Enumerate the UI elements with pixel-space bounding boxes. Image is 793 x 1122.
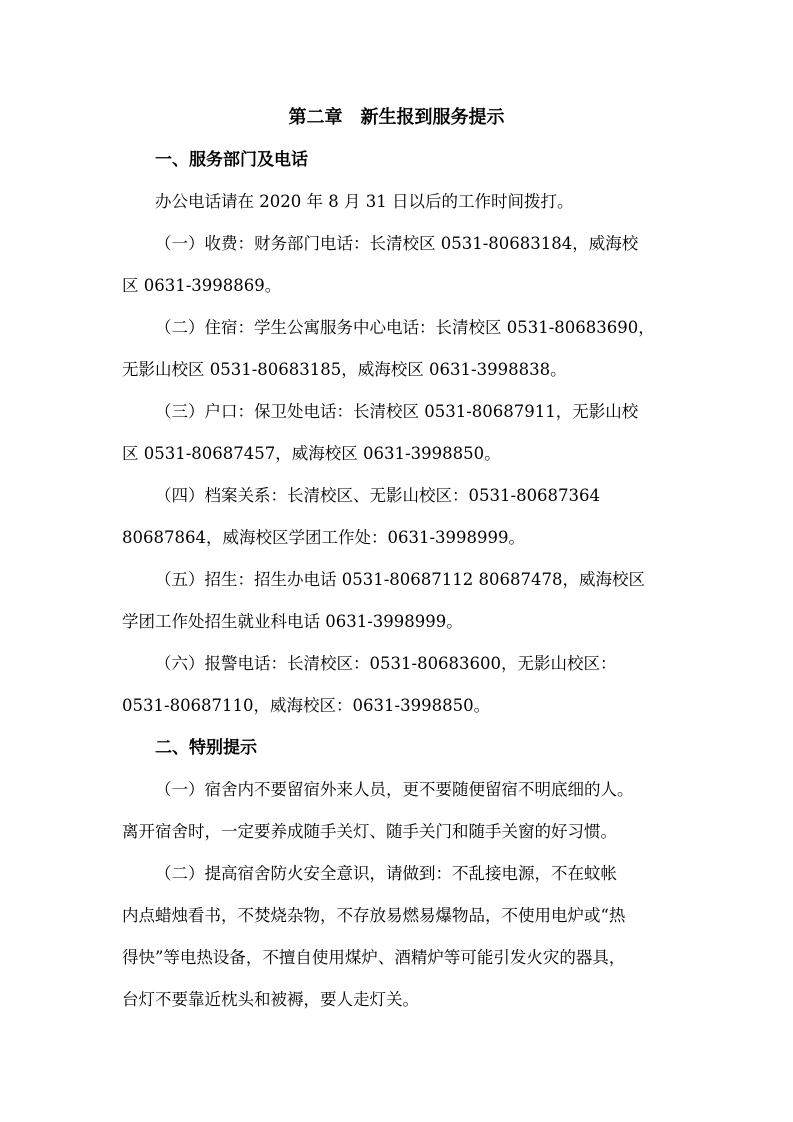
item-household-registration-line-1: （三）户口：保卫处电话：长清校区 0531-80687911，无影山校	[155, 402, 639, 421]
office-hours-note: 办公电话请在 2020 年 8 月 31 日以后的工作时间拨打。	[155, 192, 574, 211]
item-fees-line-1: （一）收费：财务部门电话：长清校区 0531-80683184，威海校	[155, 234, 639, 253]
page-title: 第二章 新生报到服务提示	[288, 107, 505, 128]
item-archives-line-1: （四）档案关系：长清校区、无影山校区：0531-80687364	[155, 486, 601, 505]
item-emergency-line-1: （六）报警电话：长清校区：0531-80683600，无影山校区：	[155, 654, 617, 673]
note-fire-safety-line-3: 得快”等电热设备，不擅自使用煤炉、酒精炉等可能引发火灾的器具，	[122, 948, 626, 967]
item-housing-line-1: （二）住宿：学生公寓服务中心电话：长清校区 0531-80683690，	[155, 318, 655, 337]
item-admissions-line-2: 学团工作处招生就业科电话 0631-3998999。	[122, 612, 463, 631]
note-dorm-guests-line-1: （一）宿舍内不要留宿外来人员，更不要随便留宿不明底细的人。	[155, 780, 634, 799]
item-emergency-line-2: 0531-80687110，威海校区：0631-3998850。	[122, 696, 491, 715]
section-heading-service-contacts: 一、服务部门及电话	[155, 150, 308, 170]
item-fees-line-2: 区 0631-3998869。	[122, 276, 282, 295]
note-fire-safety-line-4: 台灯不要靠近枕头和被褥，要人走灯关。	[122, 990, 419, 1009]
note-fire-safety-line-2: 内点蜡烛看书，不焚烧杂物，不存放易燃易爆物品，不使用电炉或“热	[122, 906, 626, 925]
section-heading-special-notes: 二、特别提示	[155, 738, 257, 758]
item-admissions-line-1: （五）招生：招生办电话 0531-80687112 80687478，威海校区	[155, 570, 646, 589]
item-housing-line-2: 无影山校区 0531-80683185，威海校区 0631-3998838。	[122, 360, 567, 379]
item-household-registration-line-2: 区 0531-80687457，威海校区 0631-3998850。	[122, 444, 501, 463]
item-archives-line-2: 80687864，威海校区学团工作处：0631-3998999。	[122, 528, 526, 547]
note-dorm-guests-line-2: 离开宿舍时，一定要养成随手关灯、随手关门和随手关窗的好习惯。	[122, 822, 617, 841]
note-fire-safety-line-1: （二）提高宿舍防火安全意识，请做到：不乱接电源，不在蚊帐	[155, 864, 617, 883]
